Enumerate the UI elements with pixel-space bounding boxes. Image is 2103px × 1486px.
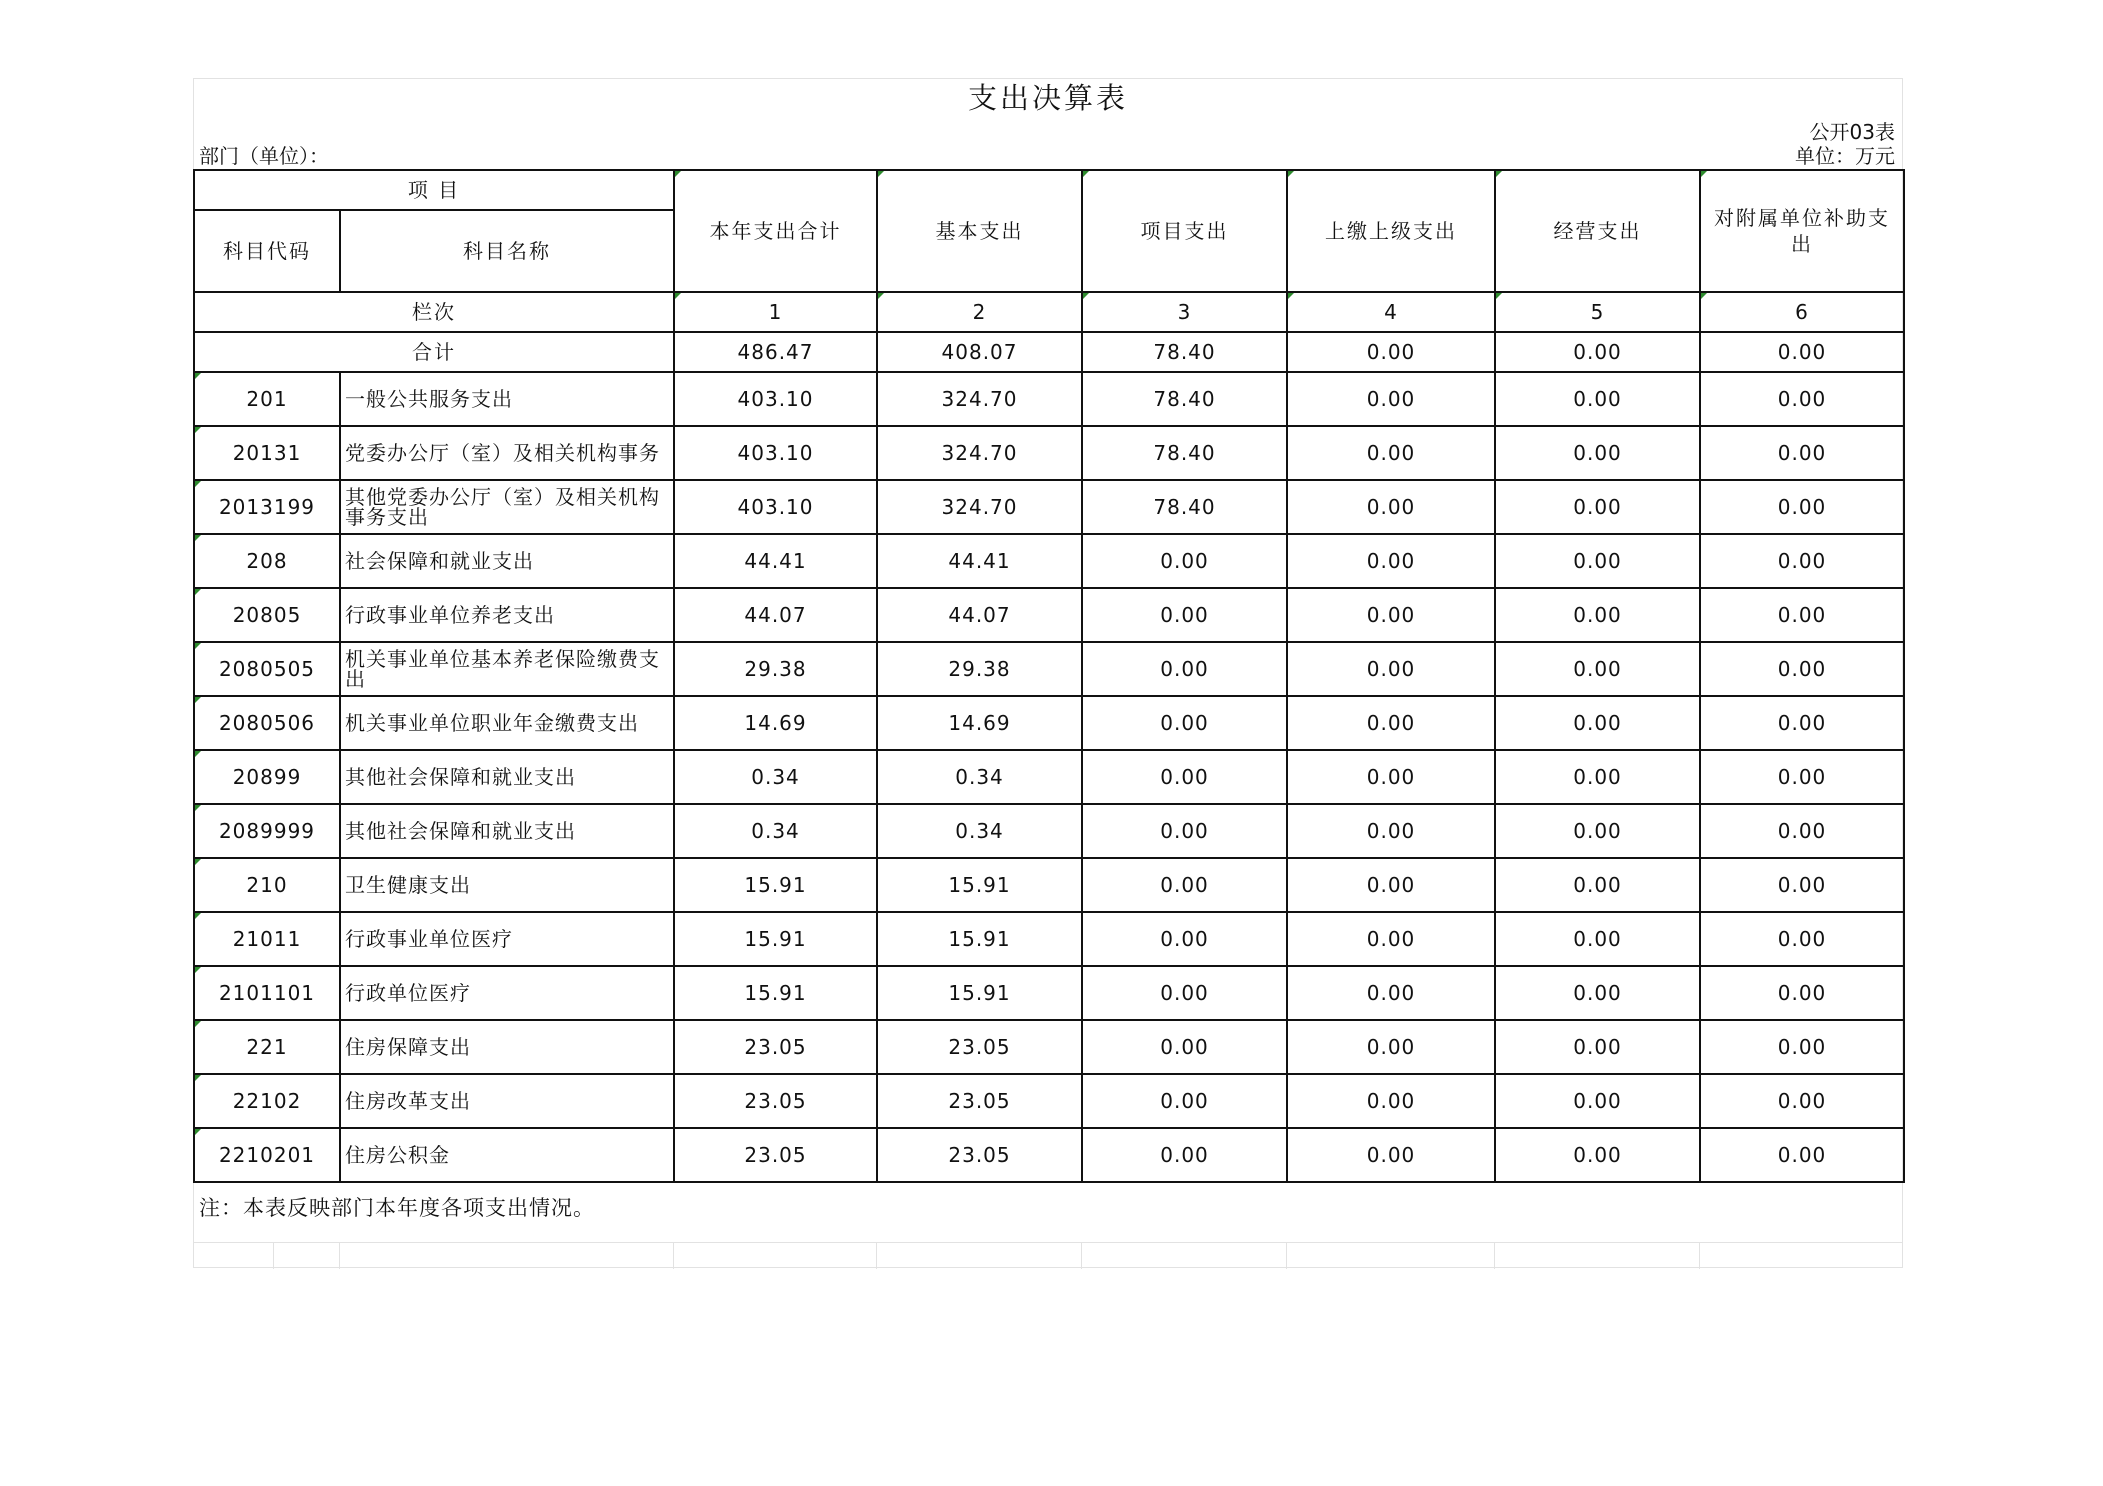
amount-cell[interactable]: 0.00	[1495, 426, 1700, 480]
cell-marker	[195, 535, 201, 541]
amount-cell[interactable]: 0.34	[877, 804, 1082, 858]
col-header-4[interactable]: 上缴上级支出	[1287, 170, 1495, 292]
unit-label: 单位：万元	[1795, 144, 1895, 168]
amount-cell[interactable]: 403.10	[674, 426, 877, 480]
amount-cell[interactable]: 0.00	[1495, 372, 1700, 426]
amount-cell[interactable]: 0.00	[1700, 480, 1904, 534]
cell-marker	[195, 913, 201, 919]
amount-cell[interactable]: 0.00	[1495, 912, 1700, 966]
subject-name-cell[interactable]: 行政单位医疗	[340, 966, 674, 1020]
subject-name-cell[interactable]: 住房公积金	[340, 1128, 674, 1182]
subject-name-cell[interactable]: 党委办公厅（室）及相关机构事务	[340, 426, 674, 480]
grid-line	[876, 1243, 877, 1269]
subject-code-cell[interactable]: 2089999	[194, 804, 340, 858]
subject-code-cell[interactable]: 201	[194, 372, 340, 426]
grid-line	[1699, 1243, 1700, 1269]
total-row	[194, 332, 1904, 372]
amount-cell[interactable]: 29.38	[877, 642, 1082, 696]
cell-marker	[1083, 171, 1089, 177]
amount-cell[interactable]: 0.00	[1700, 588, 1904, 642]
amount-cell[interactable]: 0.00	[1700, 696, 1904, 750]
cell-marker	[195, 481, 201, 487]
total-label[interactable]: 合计	[194, 332, 674, 372]
header-row-1	[194, 170, 1904, 210]
amount-cell[interactable]: 29.38	[674, 642, 877, 696]
subject-name-cell[interactable]: 其他党委办公厅（室）及相关机构事务支出	[340, 480, 674, 534]
subject-code-cell[interactable]: 221	[194, 1020, 340, 1074]
subject-name-cell[interactable]: 卫生健康支出	[340, 858, 674, 912]
amount-cell[interactable]: 324.70	[877, 372, 1082, 426]
cell-marker	[195, 697, 201, 703]
page-title: 支出决算表	[967, 81, 1128, 115]
grid-line	[1081, 1243, 1082, 1269]
table-row	[194, 426, 1904, 480]
amount-cell[interactable]: 78.40	[1082, 372, 1287, 426]
subject-name-cell[interactable]: 一般公共服务支出	[340, 372, 674, 426]
table-row	[194, 858, 1904, 912]
amount-cell[interactable]: 0.00	[1287, 912, 1495, 966]
table-row	[194, 1020, 1904, 1074]
footnote: 注：本表反映部门本年度各项支出情况。	[199, 1196, 595, 1220]
amount-cell[interactable]: 15.91	[877, 858, 1082, 912]
lanci-value[interactable]: 6	[1700, 292, 1904, 332]
amount-cell[interactable]: 0.00	[1082, 1128, 1287, 1182]
cell-marker	[195, 1129, 201, 1135]
amount-cell[interactable]: 0.34	[674, 750, 877, 804]
table-row	[194, 642, 1904, 696]
amount-cell[interactable]: 324.70	[877, 480, 1082, 534]
amount-cell[interactable]: 0.00	[1495, 1074, 1700, 1128]
amount-cell[interactable]: 0.00	[1082, 534, 1287, 588]
cell-marker	[195, 643, 201, 649]
amount-cell[interactable]: 0.34	[674, 804, 877, 858]
lanci-row	[194, 292, 1904, 332]
amount-cell[interactable]: 0.00	[1082, 1074, 1287, 1128]
lanci-value[interactable]: 3	[1082, 292, 1287, 332]
amount-cell[interactable]: 0.00	[1495, 1020, 1700, 1074]
amount-cell[interactable]: 0.00	[1700, 1128, 1904, 1182]
amount-cell[interactable]: 0.00	[1287, 642, 1495, 696]
cell-marker	[195, 1021, 201, 1027]
amount-cell[interactable]: 44.07	[674, 588, 877, 642]
amount-cell[interactable]: 23.05	[877, 1074, 1082, 1128]
subject-name-cell[interactable]: 住房改革支出	[340, 1074, 674, 1128]
subject-code-cell[interactable]: 2013199	[194, 480, 340, 534]
subject-code-cell[interactable]: 20131	[194, 426, 340, 480]
amount-cell[interactable]: 0.00	[1495, 804, 1700, 858]
amount-cell[interactable]: 0.00	[1287, 588, 1495, 642]
amount-cell[interactable]: 0.00	[1495, 750, 1700, 804]
amount-cell[interactable]: 0.00	[1495, 642, 1700, 696]
table-row	[194, 372, 1904, 426]
lanci-value[interactable]: 5	[1495, 292, 1700, 332]
spreadsheet-sheet	[193, 78, 1903, 1268]
cell-marker	[195, 751, 201, 757]
cell-marker	[675, 171, 681, 177]
amount-cell[interactable]: 15.91	[877, 912, 1082, 966]
amount-cell[interactable]: 0.00	[1700, 858, 1904, 912]
cell-marker	[675, 293, 681, 299]
amount-cell[interactable]: 44.41	[674, 534, 877, 588]
grid-line	[339, 1243, 340, 1269]
cell-marker	[1496, 171, 1502, 177]
amount-cell[interactable]: 0.00	[1082, 966, 1287, 1020]
col-header-1[interactable]: 本年支出合计	[674, 170, 877, 292]
amount-cell[interactable]: 0.00	[1082, 588, 1287, 642]
total-value[interactable]: 0.00	[1700, 332, 1904, 372]
code-col-header[interactable]: 科目代码	[194, 210, 340, 292]
amount-cell[interactable]: 0.00	[1082, 1020, 1287, 1074]
cell-marker	[1496, 293, 1502, 299]
amount-cell[interactable]: 15.91	[674, 858, 877, 912]
amount-cell[interactable]: 0.00	[1700, 1074, 1904, 1128]
subject-name-cell[interactable]: 住房保障支出	[340, 1020, 674, 1074]
amount-cell[interactable]: 0.00	[1700, 912, 1904, 966]
amount-cell[interactable]: 0.00	[1287, 858, 1495, 912]
amount-cell[interactable]: 0.00	[1082, 642, 1287, 696]
subject-name-cell[interactable]: 机关事业单位职业年金缴费支出	[340, 696, 674, 750]
amount-cell[interactable]: 0.00	[1082, 858, 1287, 912]
amount-cell[interactable]: 0.00	[1082, 912, 1287, 966]
grid-line	[273, 1243, 274, 1269]
amount-cell[interactable]: 0.00	[1082, 804, 1287, 858]
amount-cell[interactable]: 78.40	[1082, 480, 1287, 534]
subject-name-cell[interactable]: 其他社会保障和就业支出	[340, 804, 674, 858]
amount-cell[interactable]: 0.00	[1495, 588, 1700, 642]
subject-code-cell[interactable]: 20899	[194, 750, 340, 804]
col-header-3[interactable]: 项目支出	[1082, 170, 1287, 292]
amount-cell[interactable]: 0.00	[1082, 750, 1287, 804]
amount-cell[interactable]: 0.34	[877, 750, 1082, 804]
subject-code-cell[interactable]: 22102	[194, 1074, 340, 1128]
amount-cell[interactable]: 403.10	[674, 480, 877, 534]
subject-code-cell[interactable]: 2080506	[194, 696, 340, 750]
amount-cell[interactable]: 0.00	[1495, 1128, 1700, 1182]
subject-name-cell[interactable]: 其他社会保障和就业支出	[340, 750, 674, 804]
amount-cell[interactable]: 0.00	[1495, 480, 1700, 534]
amount-cell[interactable]: 15.91	[674, 912, 877, 966]
table-row	[194, 588, 1904, 642]
table-row	[194, 534, 1904, 588]
cell-marker	[1288, 293, 1294, 299]
amount-cell[interactable]: 0.00	[1700, 1020, 1904, 1074]
total-value[interactable]: 0.00	[1495, 332, 1700, 372]
amount-cell[interactable]: 0.00	[1700, 372, 1904, 426]
lanci-value[interactable]: 2	[877, 292, 1082, 332]
table-row	[194, 912, 1904, 966]
table-row	[194, 696, 1904, 750]
cell-marker	[1083, 293, 1089, 299]
amount-cell[interactable]: 324.70	[877, 426, 1082, 480]
amount-cell[interactable]: 44.07	[877, 588, 1082, 642]
amount-cell[interactable]: 0.00	[1495, 858, 1700, 912]
amount-cell[interactable]: 15.91	[877, 966, 1082, 1020]
total-value[interactable]: 0.00	[1287, 332, 1495, 372]
subject-code-cell[interactable]: 210	[194, 858, 340, 912]
subject-code-cell[interactable]: 2210201	[194, 1128, 340, 1182]
total-value[interactable]: 408.07	[877, 332, 1082, 372]
lanci-value[interactable]: 4	[1287, 292, 1495, 332]
amount-cell[interactable]: 403.10	[674, 372, 877, 426]
amount-cell[interactable]: 0.00	[1700, 534, 1904, 588]
grid-line	[1286, 1243, 1287, 1269]
table-row	[194, 966, 1904, 1020]
amount-cell[interactable]: 0.00	[1287, 1128, 1495, 1182]
table-row	[194, 750, 1904, 804]
name-col-header[interactable]: 科目名称	[340, 210, 674, 292]
amount-cell[interactable]: 0.00	[1082, 696, 1287, 750]
cell-marker	[195, 805, 201, 811]
expenditure-table	[193, 169, 1905, 1183]
amount-cell[interactable]: 14.69	[877, 696, 1082, 750]
subject-code-cell[interactable]: 2101101	[194, 966, 340, 1020]
cell-marker	[195, 967, 201, 973]
subject-code-cell[interactable]: 2080505	[194, 642, 340, 696]
amount-cell[interactable]: 0.00	[1287, 534, 1495, 588]
subject-name-cell[interactable]: 机关事业单位基本养老保险缴费支出	[340, 642, 674, 696]
amount-cell[interactable]: 44.41	[877, 534, 1082, 588]
amount-cell[interactable]: 23.05	[674, 1074, 877, 1128]
amount-cell[interactable]: 23.05	[877, 1128, 1082, 1182]
amount-cell[interactable]: 0.00	[1287, 426, 1495, 480]
amount-cell[interactable]: 0.00	[1700, 966, 1904, 1020]
grid-line	[673, 1243, 674, 1269]
table-row	[194, 804, 1904, 858]
cell-marker	[878, 171, 884, 177]
cell-marker	[195, 1075, 201, 1081]
col-header-6[interactable]: 对附属单位补助支出	[1700, 170, 1904, 292]
amount-cell[interactable]: 14.69	[674, 696, 877, 750]
amount-cell[interactable]: 0.00	[1287, 372, 1495, 426]
subject-code-cell[interactable]: 20805	[194, 588, 340, 642]
cell-marker	[1288, 171, 1294, 177]
subject-name-cell[interactable]: 行政事业单位养老支出	[340, 588, 674, 642]
form-code: 公开03表	[1809, 120, 1895, 144]
amount-cell[interactable]: 0.00	[1287, 966, 1495, 1020]
grid-line	[1494, 1243, 1495, 1269]
empty-grid-row	[193, 1242, 1903, 1268]
amount-cell[interactable]: 0.00	[1495, 966, 1700, 1020]
amount-cell[interactable]: 23.05	[674, 1020, 877, 1074]
subject-name-cell[interactable]: 社会保障和就业支出	[340, 534, 674, 588]
col-header-2[interactable]: 基本支出	[877, 170, 1082, 292]
amount-cell[interactable]: 0.00	[1287, 696, 1495, 750]
amount-cell[interactable]: 0.00	[1700, 750, 1904, 804]
amount-cell[interactable]: 0.00	[1700, 642, 1904, 696]
cell-marker	[195, 427, 201, 433]
table-row	[194, 1128, 1904, 1182]
department-label: 部门（单位）：	[199, 144, 329, 168]
lanci-value[interactable]: 1	[674, 292, 877, 332]
amount-cell[interactable]: 0.00	[1287, 480, 1495, 534]
lanci-label[interactable]: 栏次	[194, 292, 674, 332]
amount-cell[interactable]: 23.05	[674, 1128, 877, 1182]
amount-cell[interactable]: 23.05	[877, 1020, 1082, 1074]
total-value[interactable]: 486.47	[674, 332, 877, 372]
col-header-5[interactable]: 经营支出	[1495, 170, 1700, 292]
subject-name-cell[interactable]: 行政事业单位医疗	[340, 912, 674, 966]
amount-cell[interactable]: 0.00	[1495, 696, 1700, 750]
cell-marker	[195, 589, 201, 595]
item-group-header[interactable]: 项 目	[194, 170, 674, 210]
amount-cell[interactable]: 0.00	[1287, 1074, 1495, 1128]
subject-code-cell[interactable]: 21011	[194, 912, 340, 966]
amount-cell[interactable]: 0.00	[1700, 426, 1904, 480]
amount-cell[interactable]: 0.00	[1287, 1020, 1495, 1074]
table-row	[194, 480, 1904, 534]
amount-cell[interactable]: 78.40	[1082, 426, 1287, 480]
cell-marker	[1701, 293, 1707, 299]
amount-cell[interactable]: 0.00	[1495, 534, 1700, 588]
cell-marker	[878, 293, 884, 299]
cell-marker	[195, 859, 201, 865]
total-value[interactable]: 78.40	[1082, 332, 1287, 372]
subject-code-cell[interactable]: 208	[194, 534, 340, 588]
amount-cell[interactable]: 0.00	[1700, 804, 1904, 858]
amount-cell[interactable]: 0.00	[1287, 750, 1495, 804]
cell-marker	[1701, 171, 1707, 177]
cell-marker	[195, 373, 201, 379]
amount-cell[interactable]: 15.91	[674, 966, 877, 1020]
table-row	[194, 1074, 1904, 1128]
amount-cell[interactable]: 0.00	[1287, 804, 1495, 858]
